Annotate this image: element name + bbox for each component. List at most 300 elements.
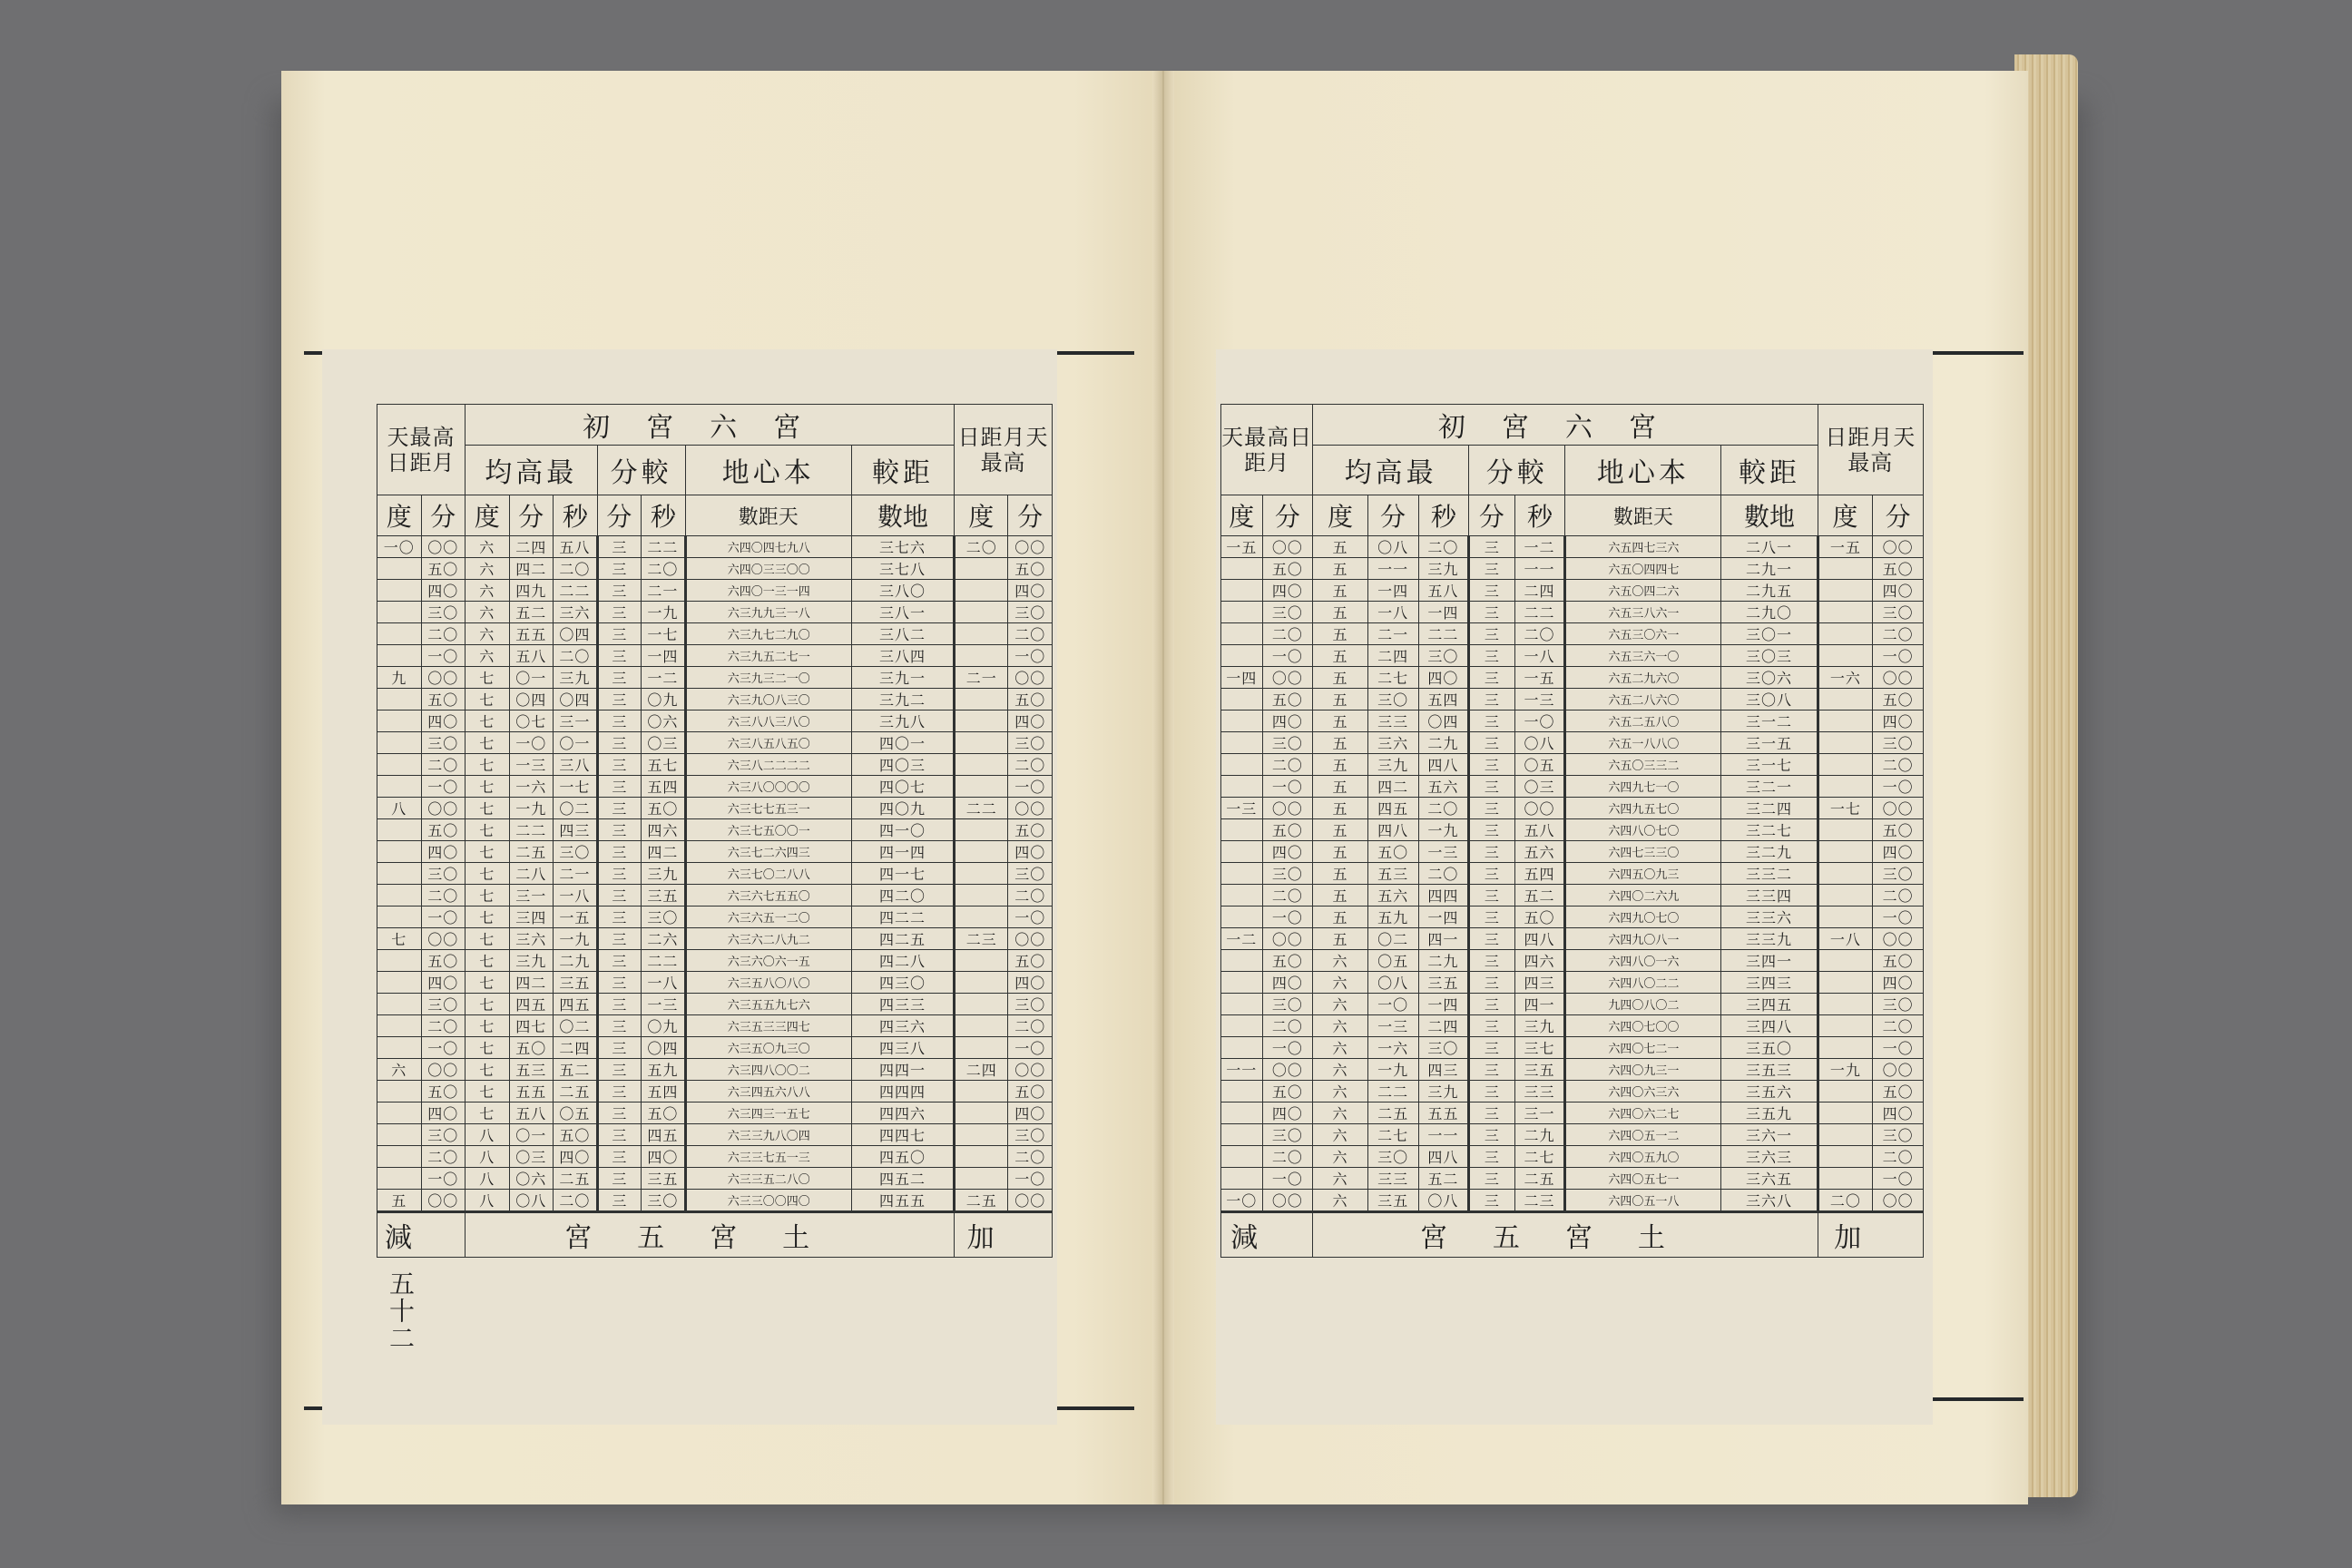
geocentric-distance-cell: 六五〇四二六: [1565, 580, 1721, 602]
row-degree-left-cell: [377, 1124, 422, 1146]
row-degree-left-cell: [1221, 1124, 1263, 1146]
unit-header-6: 秒: [642, 495, 686, 536]
geocentric-distance-cell: 六三七七五三一: [685, 798, 851, 819]
distance-diff-cell: 三六三: [1721, 1146, 1818, 1168]
distance-diff-cell: 三〇三: [1721, 645, 1818, 667]
table-row: [377, 1146, 1053, 1168]
row-degree-right-cell: 一七: [1818, 798, 1873, 819]
mean-minute-cell: 〇八: [1367, 536, 1418, 558]
mean-second-cell: 三八: [554, 754, 598, 776]
geocentric-distance-cell: 六三三〇〇四〇: [685, 1190, 851, 1212]
diff-minute-cell: 三: [597, 1168, 642, 1190]
geocentric-distance-cell: 六五一八八〇: [1565, 732, 1721, 754]
row-minute-right-cell: 三〇: [1008, 602, 1053, 623]
distance-diff-cell: 四〇九: [851, 798, 954, 819]
table-row: [1221, 906, 1924, 928]
table-row: [1221, 580, 1924, 602]
mean-second-cell: 四〇: [554, 1146, 598, 1168]
row-degree-right-cell: [955, 1124, 1008, 1146]
diff-second-cell: 五七: [642, 754, 686, 776]
book-gutter: [1152, 71, 1174, 1504]
mean-minute-cell: 三六: [1367, 732, 1418, 754]
mean-minute-cell: 一〇: [509, 732, 554, 754]
mean-second-cell: 五八: [554, 536, 598, 558]
distance-diff-cell: 三九一: [851, 667, 954, 689]
distance-diff-cell: 三二九: [1721, 841, 1818, 863]
mean-minute-cell: 二五: [509, 841, 554, 863]
row-minute-left-cell: 二〇: [421, 1146, 466, 1168]
mean-minute-cell: 五〇: [1367, 841, 1418, 863]
mean-minute-cell: 四九: [509, 580, 554, 602]
distance-diff-cell: 三八二: [851, 623, 954, 645]
row-degree-right-cell: [1818, 1081, 1873, 1102]
distance-diff-cell: 四三八: [851, 1037, 954, 1059]
mean-degree-cell: 五: [1313, 776, 1368, 798]
diff-second-cell: 四三: [1514, 972, 1565, 994]
mean-minute-cell: 〇一: [509, 1124, 554, 1146]
unit-header-5: 分: [597, 495, 642, 536]
diff-second-cell: 一二: [642, 667, 686, 689]
distance-diff-cell: 三一二: [1721, 710, 1818, 732]
mean-second-cell: 一八: [554, 885, 598, 906]
mean-second-cell: 一四: [1418, 906, 1469, 928]
row-minute-right-cell: 〇〇: [1873, 667, 1924, 689]
table-row: [377, 885, 1053, 906]
diff-minute-cell: 三: [597, 1081, 642, 1102]
row-minute-right-cell: 二〇: [1008, 754, 1053, 776]
diff-minute-cell: 三: [1469, 906, 1515, 928]
diff-second-cell: 四二: [642, 841, 686, 863]
row-degree-left-cell: [1221, 623, 1263, 645]
row-minute-left-cell: 三〇: [421, 1124, 466, 1146]
row-minute-left-cell: 四〇: [421, 710, 466, 732]
mean-minute-cell: 三〇: [1367, 689, 1418, 710]
row-degree-left-cell: [1221, 645, 1263, 667]
mean-second-cell: 五〇: [554, 1124, 598, 1146]
mean-degree-cell: 五: [1313, 536, 1368, 558]
row-degree-left-cell: [1221, 819, 1263, 841]
row-degree-right-cell: [1818, 1124, 1873, 1146]
row-degree-right-cell: [955, 994, 1008, 1015]
diff-second-cell: 〇五: [1514, 754, 1565, 776]
geocentric-distance-cell: 六四〇一三一四: [685, 580, 851, 602]
mean-minute-cell: 四二: [1367, 776, 1418, 798]
table-row: [377, 1081, 1053, 1102]
row-degree-right-cell: [955, 732, 1008, 754]
row-degree-right-cell: [955, 710, 1008, 732]
mean-degree-cell: 五: [1313, 602, 1368, 623]
mean-degree-cell: 七: [466, 732, 510, 754]
distance-diff-cell: 三五〇: [1721, 1037, 1818, 1059]
mean-second-cell: 二九: [1418, 950, 1469, 972]
distance-diff-cell: 三〇六: [1721, 667, 1818, 689]
table-row: [1221, 885, 1924, 906]
row-degree-right-cell: [1818, 994, 1873, 1015]
mean-degree-cell: 七: [466, 819, 510, 841]
mean-degree-cell: 七: [466, 710, 510, 732]
row-minute-left-cell: 五〇: [1262, 819, 1313, 841]
row-degree-right-cell: 二〇: [1818, 1190, 1873, 1212]
row-degree-left-cell: [1221, 906, 1263, 928]
diff-minute-cell: 三: [1469, 950, 1515, 972]
row-minute-right-cell: 一〇: [1873, 906, 1924, 928]
row-degree-right-cell: 一五: [1818, 536, 1873, 558]
diff-minute-cell: 三: [1469, 558, 1515, 580]
distance-diff-cell: 三八一: [851, 602, 954, 623]
diff-second-cell: 二五: [1514, 1168, 1565, 1190]
row-minute-left-cell: 〇〇: [1262, 667, 1313, 689]
row-minute-right-cell: 〇〇: [1008, 928, 1053, 950]
row-minute-right-cell: 一〇: [1008, 906, 1053, 928]
row-degree-left-cell: [377, 972, 422, 994]
mean-degree-cell: 六: [466, 645, 510, 667]
row-degree-left-cell: [377, 1081, 422, 1102]
row-minute-right-cell: 四〇: [1873, 580, 1924, 602]
row-minute-right-cell: 三〇: [1873, 994, 1924, 1015]
table-row: [377, 928, 1053, 950]
row-minute-right-cell: 三〇: [1873, 732, 1924, 754]
mean-minute-cell: 三三: [1367, 710, 1418, 732]
mean-minute-cell: 二四: [509, 536, 554, 558]
mean-second-cell: 一三: [1418, 841, 1469, 863]
unit-header-8: 數地: [1721, 495, 1818, 536]
row-minute-left-cell: 三〇: [1262, 602, 1313, 623]
diff-second-cell: 一五: [1514, 667, 1565, 689]
distance-diff-cell: 四三六: [851, 1015, 954, 1037]
row-minute-right-cell: 〇〇: [1008, 798, 1053, 819]
diff-second-cell: 五〇: [642, 1102, 686, 1124]
distance-diff-cell: 四三〇: [851, 972, 954, 994]
right-astronomical-table: [1220, 404, 1924, 1258]
unit-header-2: 度: [1313, 495, 1368, 536]
mean-degree-cell: 六: [1313, 972, 1368, 994]
mean-second-cell: 五二: [554, 1059, 598, 1081]
row-minute-left-cell: 五〇: [421, 558, 466, 580]
mean-degree-cell: 七: [466, 776, 510, 798]
row-degree-right-cell: 二三: [955, 928, 1008, 950]
unit-header-7: 數距天: [1565, 495, 1721, 536]
table-row: [377, 710, 1053, 732]
row-minute-left-cell: 三〇: [421, 994, 466, 1015]
row-minute-right-cell: 一〇: [1873, 1037, 1924, 1059]
row-degree-left-cell: [1221, 558, 1263, 580]
mean-second-cell: 二〇: [1418, 536, 1469, 558]
distance-diff-cell: 三五六: [1721, 1081, 1818, 1102]
mean-second-cell: 四五: [554, 994, 598, 1015]
mean-degree-cell: 五: [1313, 710, 1368, 732]
row-degree-right-cell: 二二: [955, 798, 1008, 819]
mean-second-cell: 二五: [554, 1168, 598, 1190]
mean-minute-cell: 一九: [1367, 1059, 1418, 1081]
row-minute-left-cell: 〇〇: [1262, 928, 1313, 950]
row-minute-right-cell: 一〇: [1008, 1168, 1053, 1190]
geocentric-distance-cell: 六四〇六三六: [1565, 1081, 1721, 1102]
row-minute-left-cell: 〇〇: [1262, 536, 1313, 558]
mean-minute-cell: 二七: [1367, 1124, 1418, 1146]
mean-second-cell: 三五: [554, 972, 598, 994]
geocentric-distance-cell: 六五二八六〇: [1565, 689, 1721, 710]
mean-second-cell: 〇四: [554, 623, 598, 645]
mean-second-cell: 〇五: [554, 1102, 598, 1124]
diff-second-cell: 二二: [1514, 602, 1565, 623]
distance-diff-cell: 四〇一: [851, 732, 954, 754]
diff-second-cell: 〇三: [642, 732, 686, 754]
distance-diff-cell: 四〇七: [851, 776, 954, 798]
mean-degree-cell: 七: [466, 950, 510, 972]
row-minute-left-cell: 二〇: [421, 885, 466, 906]
mean-degree-cell: 七: [466, 906, 510, 928]
geocentric-distance-cell: 六四〇七二一: [1565, 1037, 1721, 1059]
distance-diff-cell: 三一五: [1721, 732, 1818, 754]
geocentric-distance-cell: 六三四五六八八: [685, 1081, 851, 1102]
row-minute-left-cell: 二〇: [1262, 1146, 1313, 1168]
distance-diff-cell: 三八四: [851, 645, 954, 667]
mean-minute-cell: 三六: [509, 928, 554, 950]
mean-degree-cell: 六: [1313, 1168, 1368, 1190]
diff-minute-cell: 三: [597, 536, 642, 558]
geocentric-distance-cell: 六四七三三〇: [1565, 841, 1721, 863]
geocentric-distance-cell: 六四〇九三一: [1565, 1059, 1721, 1081]
table-row: [1221, 689, 1924, 710]
mean-degree-cell: 七: [466, 1102, 510, 1124]
diff-minute-cell: 三: [1469, 819, 1515, 841]
row-degree-left-cell: [377, 950, 422, 972]
row-minute-right-cell: 三〇: [1873, 1124, 1924, 1146]
geocentric-distance-cell: 六四八〇一六: [1565, 950, 1721, 972]
table-row: [377, 1037, 1053, 1059]
distance-diff-cell: 四一七: [851, 863, 954, 885]
table-row: [377, 841, 1053, 863]
mean-degree-cell: 七: [466, 689, 510, 710]
distance-diff-cell: 二九〇: [1721, 602, 1818, 623]
mean-degree-cell: 六: [1313, 1146, 1368, 1168]
distance-diff-cell: 四五五: [851, 1190, 954, 1212]
table-row: [1221, 776, 1924, 798]
table-row: [1221, 1168, 1924, 1190]
row-minute-left-cell: 五〇: [1262, 950, 1313, 972]
row-minute-left-cell: 五〇: [1262, 689, 1313, 710]
diff-minute-cell: 三: [1469, 972, 1515, 994]
geocentric-distance-cell: 六四八〇七〇: [1565, 819, 1721, 841]
geocentric-distance-cell: 六三五〇九三〇: [685, 1037, 851, 1059]
mean-degree-cell: 七: [466, 1081, 510, 1102]
geocentric-distance-cell: 六五四七三六: [1565, 536, 1721, 558]
row-degree-right-cell: [1818, 754, 1873, 776]
row-minute-right-cell: 二〇: [1873, 1015, 1924, 1037]
diff-second-cell: 五八: [1514, 819, 1565, 841]
row-minute-left-cell: 三〇: [1262, 863, 1313, 885]
row-degree-left-cell: [1221, 602, 1263, 623]
distance-diff-cell: 四四一: [851, 1059, 954, 1081]
row-minute-right-cell: 四〇: [1008, 1102, 1053, 1124]
row-degree-left-cell: [377, 689, 422, 710]
geocentric-distance-cell: 六三三七五一三: [685, 1146, 851, 1168]
mean-second-cell: 〇一: [554, 732, 598, 754]
mean-minute-cell: 二一: [1367, 623, 1418, 645]
row-degree-right-cell: [955, 623, 1008, 645]
diff-minute-cell: 三: [1469, 645, 1515, 667]
mean-minute-cell: 五五: [509, 1081, 554, 1102]
subheader-2: 地心本: [685, 446, 851, 495]
diff-minute-cell: 三: [597, 819, 642, 841]
row-minute-left-cell: 一〇: [421, 1168, 466, 1190]
diff-second-cell: 〇九: [642, 689, 686, 710]
geocentric-distance-cell: 六四〇五九〇: [1565, 1146, 1721, 1168]
distance-diff-cell: 四一四: [851, 841, 954, 863]
row-minute-right-cell: 一〇: [1008, 645, 1053, 667]
mean-minute-cell: 〇七: [509, 710, 554, 732]
mean-degree-cell: 五: [1313, 819, 1368, 841]
distance-diff-cell: 四五二: [851, 1168, 954, 1190]
row-degree-right-cell: [955, 819, 1008, 841]
subheader-1: 分較: [1469, 446, 1565, 495]
table-row: [377, 732, 1053, 754]
geocentric-distance-cell: 六三四三一五七: [685, 1102, 851, 1124]
mean-second-cell: 四四: [1418, 885, 1469, 906]
row-degree-right-cell: [955, 558, 1008, 580]
unit-header-5: 分: [1469, 495, 1515, 536]
diff-second-cell: 三三: [1514, 1081, 1565, 1102]
row-degree-right-cell: 二一: [955, 667, 1008, 689]
geocentric-distance-cell: 六四〇五一八: [1565, 1190, 1721, 1212]
unit-header-8: 數地: [851, 495, 954, 536]
diff-minute-cell: 三: [597, 732, 642, 754]
row-degree-right-cell: [1818, 819, 1873, 841]
diff-minute-cell: 三: [1469, 732, 1515, 754]
mean-second-cell: 二〇: [554, 558, 598, 580]
row-minute-right-cell: 五〇: [1008, 558, 1053, 580]
geocentric-distance-cell: 六三六二八九二: [685, 928, 851, 950]
row-minute-right-cell: 二〇: [1008, 623, 1053, 645]
mean-minute-cell: 一六: [1367, 1037, 1418, 1059]
row-minute-right-cell: 四〇: [1873, 841, 1924, 863]
mean-degree-cell: 五: [1313, 754, 1368, 776]
diff-second-cell: 二〇: [642, 558, 686, 580]
diff-second-cell: 三五: [642, 885, 686, 906]
mean-minute-cell: 〇六: [509, 1168, 554, 1190]
distance-diff-cell: 三三二: [1721, 863, 1818, 885]
row-minute-left-cell: 四〇: [1262, 841, 1313, 863]
geocentric-distance-cell: 六四〇七〇〇: [1565, 1015, 1721, 1037]
unit-header-4: 秒: [1418, 495, 1469, 536]
row-minute-left-cell: 四〇: [1262, 1102, 1313, 1124]
row-degree-right-cell: [955, 580, 1008, 602]
row-degree-right-cell: [1818, 841, 1873, 863]
unit-header-1: 分: [1262, 495, 1313, 536]
diff-minute-cell: 三: [1469, 1037, 1515, 1059]
mean-degree-cell: 五: [1313, 623, 1368, 645]
row-minute-right-cell: 五〇: [1873, 558, 1924, 580]
distance-diff-cell: 四四七: [851, 1124, 954, 1146]
diff-second-cell: 一九: [642, 602, 686, 623]
diff-second-cell: 一四: [642, 645, 686, 667]
mean-minute-cell: 二四: [1367, 645, 1418, 667]
geocentric-distance-cell: 六三九三二一〇: [685, 667, 851, 689]
row-degree-right-cell: [955, 906, 1008, 928]
diff-minute-cell: 三: [597, 1124, 642, 1146]
page-number: 五十二: [386, 1270, 416, 1352]
table-row: [1221, 1190, 1924, 1212]
row-degree-left-cell: [377, 885, 422, 906]
row-minute-left-cell: 四〇: [421, 580, 466, 602]
row-minute-left-cell: 〇〇: [421, 798, 466, 819]
row-minute-right-cell: 〇〇: [1873, 1190, 1924, 1212]
row-minute-right-cell: 四〇: [1873, 972, 1924, 994]
table-row: [377, 558, 1053, 580]
mean-degree-cell: 六: [1313, 1102, 1368, 1124]
row-degree-left-cell: 五: [377, 1190, 422, 1212]
row-degree-right-cell: [1818, 732, 1873, 754]
mean-minute-cell: 四五: [1367, 798, 1418, 819]
diff-minute-cell: 三: [597, 623, 642, 645]
row-degree-left-cell: [377, 1015, 422, 1037]
row-degree-left-cell: [377, 906, 422, 928]
diff-second-cell: 〇〇: [1514, 798, 1565, 819]
table-row: [1221, 754, 1924, 776]
mean-second-cell: 四一: [1418, 928, 1469, 950]
distance-diff-cell: 三五三: [1721, 1059, 1818, 1081]
mean-degree-cell: 七: [466, 885, 510, 906]
diff-minute-cell: 三: [1469, 1081, 1515, 1102]
subheader-2: 地心本: [1565, 446, 1721, 495]
row-degree-left-cell: [377, 1037, 422, 1059]
mean-degree-cell: 五: [1313, 667, 1368, 689]
row-degree-left-cell: 一三: [1221, 798, 1263, 819]
mean-degree-cell: 七: [466, 928, 510, 950]
distance-diff-cell: 四二二: [851, 906, 954, 928]
diff-second-cell: 三七: [1514, 1037, 1565, 1059]
footer-title: 宮五宮土: [466, 1212, 955, 1258]
geocentric-distance-cell: 六三三九八〇四: [685, 1124, 851, 1146]
geocentric-distance-cell: 六四〇五七一: [1565, 1168, 1721, 1190]
diff-second-cell: 三九: [642, 863, 686, 885]
mean-second-cell: 五八: [1418, 580, 1469, 602]
row-degree-left-cell: [1221, 885, 1263, 906]
row-degree-right-cell: [1818, 950, 1873, 972]
diff-minute-cell: 三: [597, 689, 642, 710]
distance-diff-cell: 三七六: [851, 536, 954, 558]
row-minute-left-cell: 二〇: [421, 754, 466, 776]
row-minute-left-cell: 一〇: [1262, 1037, 1313, 1059]
row-minute-left-cell: 〇〇: [1262, 1190, 1313, 1212]
distance-diff-cell: 三二四: [1721, 798, 1818, 819]
row-minute-right-cell: 〇〇: [1008, 536, 1053, 558]
table-row: [1221, 1015, 1924, 1037]
mean-minute-cell: 五六: [1367, 885, 1418, 906]
unit-header-10: 分: [1873, 495, 1924, 536]
row-degree-left-cell: [377, 623, 422, 645]
distance-diff-cell: 三七八: [851, 558, 954, 580]
distance-diff-cell: 三四一: [1721, 950, 1818, 972]
table-row: [1221, 972, 1924, 994]
row-minute-right-cell: 五〇: [1008, 1081, 1053, 1102]
geocentric-distance-cell: 六四〇六二七: [1565, 1102, 1721, 1124]
mean-degree-cell: 五: [1313, 558, 1368, 580]
row-minute-left-cell: 二〇: [1262, 754, 1313, 776]
mean-minute-cell: 五三: [1367, 863, 1418, 885]
mean-degree-cell: 七: [466, 994, 510, 1015]
distance-diff-cell: 三九二: [851, 689, 954, 710]
mean-degree-cell: 五: [1313, 863, 1368, 885]
mean-second-cell: 五二: [1418, 1168, 1469, 1190]
diff-minute-cell: 三: [597, 1146, 642, 1168]
mean-second-cell: 〇二: [554, 1015, 598, 1037]
row-minute-right-cell: 二〇: [1873, 623, 1924, 645]
mean-minute-cell: 四七: [509, 1015, 554, 1037]
footer-add: 加: [1818, 1212, 1923, 1258]
mean-minute-cell: 〇五: [1367, 950, 1418, 972]
row-minute-right-cell: 四〇: [1008, 710, 1053, 732]
